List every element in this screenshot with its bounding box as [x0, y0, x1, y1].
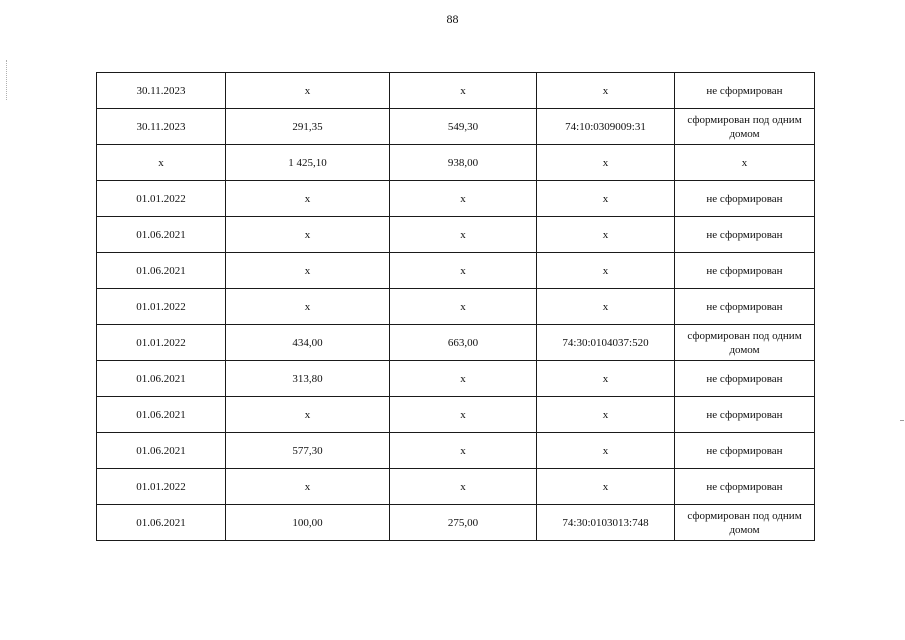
table-row: [97, 253, 815, 289]
plot-status-cell: не сформирован: [675, 361, 815, 397]
area-cell: x: [226, 289, 390, 325]
plot-status-cell: не сформирован: [675, 217, 815, 253]
plot-status-cell: не сформирован: [675, 253, 815, 289]
land-area-cell: x: [390, 469, 537, 505]
cadastral-number-cell: 74:30:0103013:748: [537, 505, 675, 541]
cadastral-number-cell: 74:30:0104037:520: [537, 325, 675, 361]
plot-status-cell: не сформирован: [675, 73, 815, 109]
cadastral-number-cell: x: [537, 361, 675, 397]
date-cell: 01.01.2022: [97, 325, 226, 361]
data-table-body: [97, 73, 815, 541]
plot-status-cell: не сформирован: [675, 397, 815, 433]
cadastral-number-cell: x: [537, 289, 675, 325]
table-row: [97, 181, 815, 217]
cadastral-number-cell: x: [537, 181, 675, 217]
table-row: [97, 397, 815, 433]
date-cell: 30.11.2023: [97, 73, 226, 109]
data-table: [96, 72, 815, 541]
date-cell: x: [97, 145, 226, 181]
area-cell: 1 425,10: [226, 145, 390, 181]
table-row: [97, 109, 815, 145]
date-cell: 30.11.2023: [97, 109, 226, 145]
cadastral-number-cell: x: [537, 253, 675, 289]
area-cell: x: [226, 397, 390, 433]
area-cell: x: [226, 469, 390, 505]
table-row: [97, 217, 815, 253]
date-cell: 01.06.2021: [97, 253, 226, 289]
plot-status-cell: сформирован под одним домом: [675, 505, 815, 541]
cadastral-number-cell: x: [537, 433, 675, 469]
table-row: [97, 73, 815, 109]
date-cell: 01.06.2021: [97, 505, 226, 541]
plot-status-cell: не сформирован: [675, 433, 815, 469]
table-row: [97, 433, 815, 469]
plot-status-cell: не сформирован: [675, 289, 815, 325]
land-area-cell: x: [390, 397, 537, 433]
cadastral-number-cell: 74:10:0309009:31: [537, 109, 675, 145]
date-cell: 01.06.2021: [97, 433, 226, 469]
land-area-cell: x: [390, 217, 537, 253]
land-area-cell: x: [390, 73, 537, 109]
area-cell: x: [226, 181, 390, 217]
cadastral-number-cell: x: [537, 217, 675, 253]
area-cell: 434,00: [226, 325, 390, 361]
land-area-cell: x: [390, 253, 537, 289]
area-cell: x: [226, 73, 390, 109]
land-area-cell: 663,00: [390, 325, 537, 361]
page-number: 88: [446, 12, 459, 26]
cadastral-number-cell: x: [537, 73, 675, 109]
scan-edge-mark-left: [6, 60, 8, 100]
table-row: [97, 325, 815, 361]
table-row: [97, 145, 815, 181]
date-cell: 01.01.2022: [97, 181, 226, 217]
land-area-cell: 938,00: [390, 145, 537, 181]
cadastral-number-cell: x: [537, 397, 675, 433]
area-cell: 100,00: [226, 505, 390, 541]
cadastral-number-cell: x: [537, 469, 675, 505]
land-area-cell: x: [390, 289, 537, 325]
date-cell: 01.06.2021: [97, 361, 226, 397]
scan-edge-mark-right: [900, 420, 904, 421]
table-row: [97, 505, 815, 541]
plot-status-cell: сформирован под одним домом: [675, 109, 815, 145]
area-cell: x: [226, 253, 390, 289]
plot-status-cell: не сформирован: [675, 469, 815, 505]
table-row: [97, 469, 815, 505]
land-area-cell: x: [390, 361, 537, 397]
plot-status-cell: x: [675, 145, 815, 181]
land-area-cell: 275,00: [390, 505, 537, 541]
table-row: [97, 289, 815, 325]
plot-status-cell: сформирован под одним домом: [675, 325, 815, 361]
date-cell: 01.06.2021: [97, 397, 226, 433]
area-cell: x: [226, 217, 390, 253]
land-area-cell: 549,30: [390, 109, 537, 145]
area-cell: 291,35: [226, 109, 390, 145]
table-row: [97, 361, 815, 397]
cadastral-number-cell: x: [537, 145, 675, 181]
land-area-cell: x: [390, 181, 537, 217]
plot-status-cell: не сформирован: [675, 181, 815, 217]
date-cell: 01.01.2022: [97, 469, 226, 505]
date-cell: 01.06.2021: [97, 217, 226, 253]
area-cell: 577,30: [226, 433, 390, 469]
date-cell: 01.01.2022: [97, 289, 226, 325]
area-cell: 313,80: [226, 361, 390, 397]
land-area-cell: x: [390, 433, 537, 469]
